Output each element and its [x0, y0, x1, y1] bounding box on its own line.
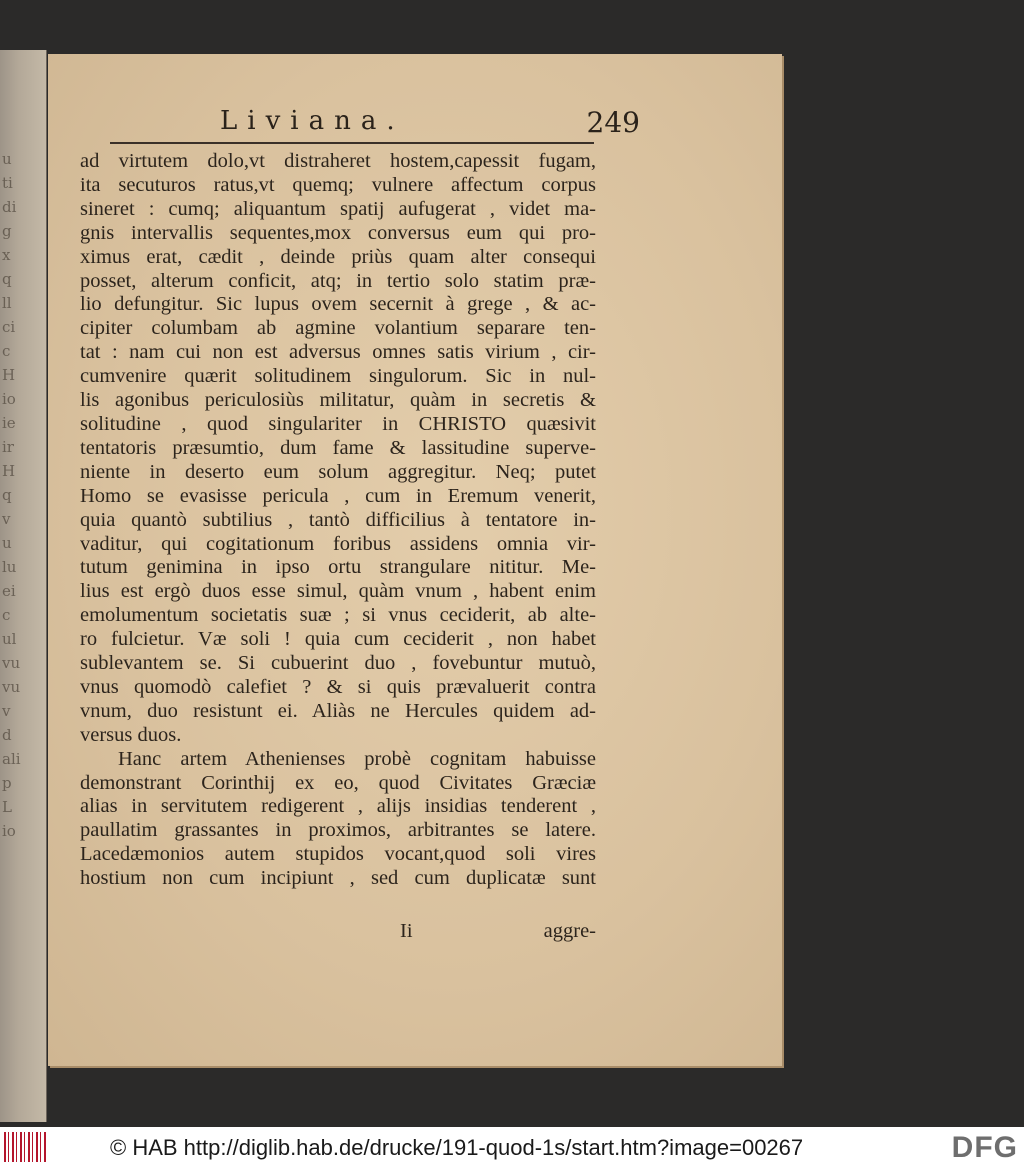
- text-line: sineret : cumq; aliquantum spatij aufugerat , videt ma-: [80, 197, 596, 220]
- text-line: quia quantò subtilius , tantò difficilius à tentatore in-: [80, 508, 596, 531]
- facing-page-fragment: g: [2, 222, 12, 240]
- facing-page-fragment: ll: [2, 294, 12, 312]
- page-header: [220, 102, 640, 142]
- facing-page-fragment: ci: [2, 318, 16, 336]
- text-line: hostium non cum incipiunt , sed cum duplicatæ sunt: [80, 867, 596, 890]
- text-line: gnis intervallis sequentes,mox conversus eum qui pro-: [80, 221, 596, 244]
- text-line: ad virtutem dolo,vt distraheret hostem,capessit fugam,: [80, 150, 596, 172]
- facing-page-fragment: u: [2, 150, 12, 168]
- signature-mark: Ii: [400, 920, 413, 942]
- header-rule: [110, 142, 594, 144]
- page-footer-line: [80, 920, 596, 944]
- facing-page-fragment: vu: [2, 678, 21, 696]
- text-line: Homo se evasisse pericula , cum in Eremum venerit,: [80, 484, 596, 507]
- text-line: lis agonibus periculosiùs militatur, quàm in secretis &: [80, 389, 596, 412]
- facing-page-fragment: x: [2, 246, 11, 264]
- text-line: tentatoris præsumtio, dum fame & lassitudine superve-: [80, 436, 596, 459]
- facing-page-fragment: p: [2, 774, 12, 792]
- text-line: ita secuturos ratus,vt quemq; vulnere affectum corpus: [80, 173, 596, 196]
- text-line: tutum genimina in ipso ortu strangulare nititur. Me-: [80, 556, 596, 579]
- facing-page-fragment: H: [2, 462, 16, 480]
- catchword: aggre-: [543, 920, 596, 942]
- text-line: versus duos.: [80, 723, 182, 746]
- facing-page-fragment: u: [2, 534, 12, 552]
- facing-page-fragment: v: [2, 510, 11, 528]
- text-line: solitudine , quod singulariter in CHRISTO quæsivit: [80, 412, 596, 435]
- credit-link[interactable]: © HAB http://diglib.hab.de/drucke/191-quod-1s/start.htm?image=00267: [110, 1135, 804, 1160]
- facing-page-fragment: L: [2, 798, 12, 816]
- facing-page-fragment: H: [2, 366, 16, 384]
- facing-page-fragment: ti: [2, 174, 13, 192]
- text-line: paullatim grassantes in proximos, arbitrantes se latere.: [80, 819, 596, 842]
- viewer-footer: [0, 1127, 1024, 1167]
- text-line: vaditur, qui cogitationum foribus assidens omnia vir-: [80, 532, 596, 555]
- text-line: lio defungitur. Sic lupus ovem secernit à grege , & ac-: [80, 293, 596, 316]
- facing-page-fragment: q: [2, 270, 12, 288]
- page-number: 249: [586, 106, 640, 139]
- text-line: sublevantem se. Si cubuerint duo , fovebuntur mutuò,: [80, 652, 596, 675]
- facing-page-fragment: vu: [2, 654, 21, 672]
- text-line: cipiter columbam ab agmine volantium separare ten-: [80, 317, 596, 340]
- body-text: [80, 150, 596, 891]
- text-line: alias in servitutem redigerent , alijs insidias tenderent ,: [80, 795, 596, 818]
- dfg-logo: DFG: [951, 1131, 1018, 1164]
- facing-page-edge: [0, 50, 47, 1122]
- text-line: lius est ergò duos esse simul, quàm vnum , habent enim: [80, 580, 596, 603]
- text-line: posset, alterum conficit, atq; in tertio solo statim præ-: [80, 269, 596, 292]
- facing-page-fragment: lu: [2, 558, 17, 576]
- facing-page-fragment: c: [2, 342, 11, 360]
- barcode-icon: [4, 1132, 46, 1162]
- facing-page-fragment: io: [2, 390, 16, 408]
- facing-page-fragment: ali: [2, 750, 21, 768]
- book-page: [48, 54, 782, 1066]
- text-line: vnus quomodò calefiet ? & si quis prævaluerit contra: [80, 675, 596, 698]
- facing-page-fragment: q: [2, 486, 12, 504]
- text-line: demonstrant Corinthij ex eo, quod Civitates Græciæ: [80, 771, 596, 794]
- text-line: emolumentum societatis suæ ; si vnus ceciderit, ab alte-: [80, 604, 596, 627]
- facing-page-fragment: v: [2, 702, 11, 720]
- facing-page-fragment: io: [2, 822, 16, 840]
- facing-page-fragment: ir: [2, 438, 14, 456]
- facing-page-fragment: c: [2, 606, 11, 624]
- text-line: Hanc artem Athenienses probè cognitam habuisse: [118, 747, 596, 770]
- text-line: tat : nam cui non est adversus omnes satis virium , cir-: [80, 341, 596, 364]
- text-line: Lacedæmonios autem stupidos vocant,quod soli vires: [80, 843, 596, 866]
- text-line: ro fulcietur. Væ soli ! quia cum ceciderit , non habet: [80, 628, 596, 651]
- facing-page-fragment: ei: [2, 582, 16, 600]
- text-line: ximus erat, cædit , deinde priùs quam alter consequi: [80, 245, 596, 268]
- running-title: Liviana.: [220, 106, 405, 136]
- facing-page-fragment: ie: [2, 414, 16, 432]
- text-line: niente in deserto eum solum aggregitur. Neq; putet: [80, 460, 596, 483]
- text-line: cumvenire quærit solitudinem singulorum. Sic in nul-: [80, 365, 596, 388]
- facing-page-fragment: d: [2, 726, 12, 744]
- facing-page-fragment: di: [2, 198, 17, 216]
- text-line: vnum, duo resistunt ei. Aliàs ne Hercules quidem ad-: [80, 699, 596, 722]
- facing-page-fragment: ul: [2, 630, 17, 648]
